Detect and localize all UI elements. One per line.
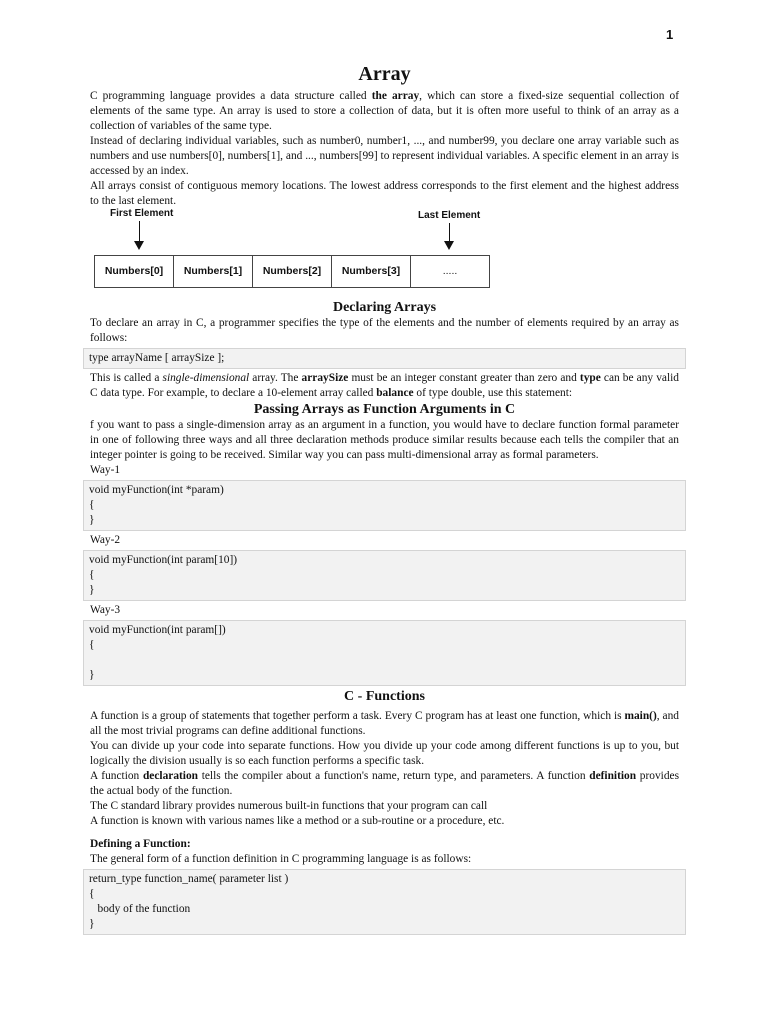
declaring-paragraph-1: To declare an array in C, a programmer specifies the type of the elements and the number of elements required by an array as follows: — [90, 317, 679, 344]
bold-term: arraySize — [301, 372, 349, 384]
text-run: A function is a group of statements that together perform a task. Every C program has at least one function, which is — [90, 710, 625, 722]
text-run: This is called a — [90, 372, 163, 384]
array-diagram — [90, 208, 679, 299]
section-heading-functions: C - Functions — [344, 689, 425, 704]
last-arrow-line — [449, 223, 450, 243]
subheading-defining-function: Defining a Function: — [90, 838, 191, 850]
functions-paragraph-1 — [90, 709, 679, 739]
functions-paragraph-4: The C standard library provides numerous built-in functions that your program can call — [90, 800, 488, 812]
array-cells — [94, 255, 490, 288]
code-block-way1: void myFunction(int *param) { } — [83, 480, 686, 531]
bold-term: main() — [624, 710, 657, 722]
text-run: , and all the most trivial programs can define additional functions. — [90, 710, 679, 737]
document-body — [90, 62, 679, 937]
bold-term: declaration — [142, 770, 198, 782]
passing-paragraph: f you want to pass a single-dimension array as an argument in a function, you would have to declare function formal parameter in one of following three ways and all three declaration methods produce similar results because each tells the compiler that an integer pointer is going to be received. Similar way you can pass multi-dimensional array as formal parameters. — [90, 419, 679, 461]
intro-paragraph-3: All arrays consist of contiguous memory locations. The lowest address corresponds to the first element and the highest address to the last element. — [90, 180, 679, 207]
code-block-declaration: type arrayName [ arraySize ]; — [83, 348, 686, 369]
intro-paragraph-2: Instead of declaring individual variables, such as number0, number1, ..., and number99, you declare one array variable such as numbers and use numbers[0], numbers[1], and ..., numbers[99] to represent individual variables. A specific element in an array is accessed by an index. — [90, 135, 679, 177]
text-run: , which can store a fixed-size sequential collection of elements of the same type. An array is used to store a collection of data, but it is often more useful to think of an array as a collection of variables of the same type. — [90, 90, 679, 132]
text-run: array. The — [249, 372, 302, 384]
functions-paragraph-2: You can divide up your code into separate functions. How you divide up your code among different functions is up to you, but logically the division usually is so each function performs a specific task. — [90, 740, 679, 767]
array-cell: Numbers[1] — [174, 256, 253, 287]
first-arrow-line — [139, 221, 140, 243]
code-block-function-definition: return_type function_name( parameter list ) { body of the function } — [83, 869, 686, 935]
functions-paragraph-5: A function is known with various names like a method or a sub-routine or a procedure, etc. — [90, 815, 505, 827]
last-element-label: Last Element — [418, 210, 481, 221]
text-run: provides the actual body of the function. — [90, 770, 679, 797]
array-cell: Numbers[2] — [253, 256, 332, 287]
way1-label: Way-1 — [90, 464, 121, 476]
intro-paragraph-1 — [90, 89, 679, 134]
array-cell: ..... — [442, 265, 458, 277]
text-run: A function — [90, 770, 143, 782]
way3-label: Way-3 — [90, 604, 121, 616]
text-run: of type double, use this statement: — [413, 387, 573, 399]
code-block-way2: void myFunction(int param[10]) { } — [83, 550, 686, 601]
italic-term: single-dimensional — [162, 372, 250, 384]
text-run: must be an integer constant greater than zero and — [348, 372, 580, 384]
page-number: 1 — [666, 27, 674, 42]
bold-term: type — [579, 372, 601, 384]
arrow-down-icon — [134, 241, 144, 250]
text-run: can be any valid C data type. For example, to declare a 10-element array called — [90, 372, 679, 399]
declaring-paragraph-2 — [90, 371, 679, 401]
section-heading-declaring: Declaring Arrays — [332, 300, 437, 315]
first-element-label: First Element — [110, 208, 174, 219]
code-block-way3: void myFunction(int param[]) { } — [83, 620, 686, 686]
way2-label: Way-2 — [90, 534, 121, 546]
bold-term: the array — [371, 90, 420, 102]
array-cell: Numbers[0] — [95, 256, 174, 287]
page-title: Array — [358, 63, 411, 85]
array-cell: Numbers[3] — [332, 256, 411, 287]
text-run: C programming language provides a data structure called — [90, 90, 372, 102]
section-heading-passing: Passing Arrays as Function Arguments in C — [253, 402, 516, 417]
defining-paragraph: The general form of a function definition in C programming language is as follows: — [90, 853, 472, 865]
arrow-down-icon — [444, 241, 454, 250]
bold-term: definition — [589, 770, 637, 782]
bold-term: balance — [376, 387, 414, 399]
text-run: tells the compiler about a function's name, return type, and parameters. A function — [198, 770, 590, 782]
functions-paragraph-3 — [90, 769, 679, 799]
